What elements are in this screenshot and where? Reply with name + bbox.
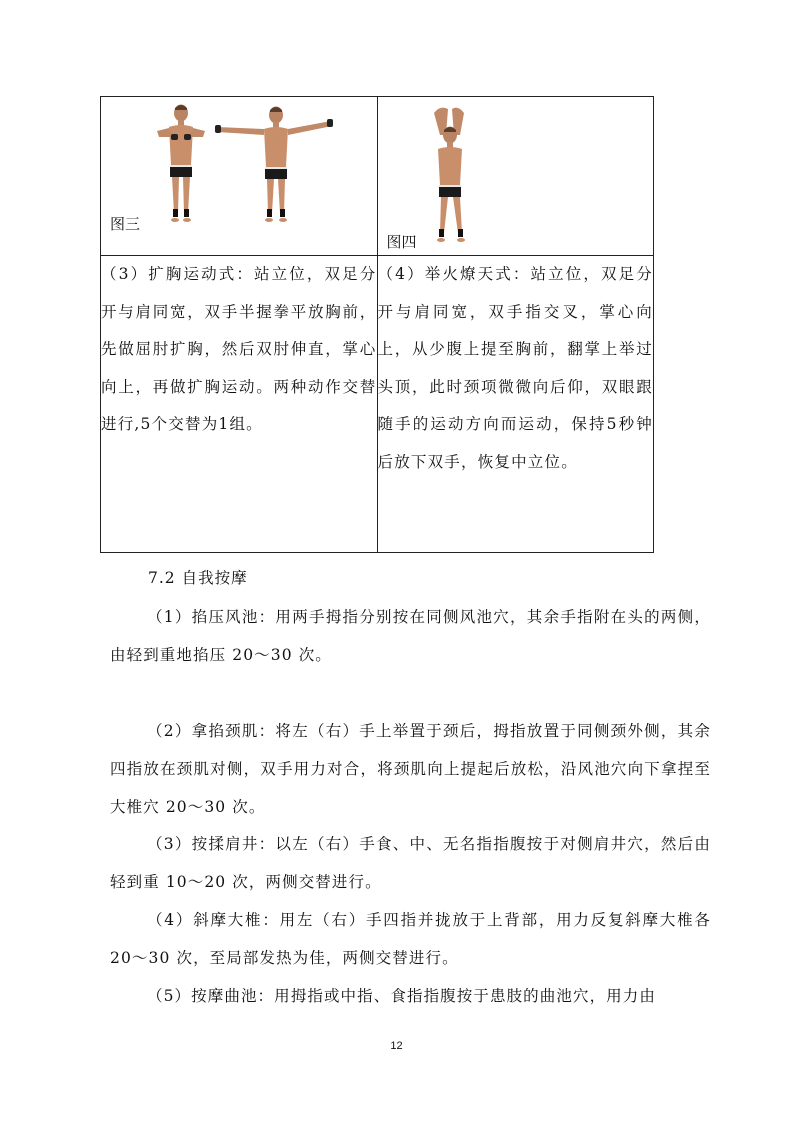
massage-paragraph-5: （5）按摩曲池：用拇指或中指、食指指腹按于患肢的曲池穴，用力由 xyxy=(147,987,656,1005)
massage-paragraph-2: （2）拿掐颈肌：将左（右）手上举置于颈后，拇指放置于同侧颈外侧，其余四指放在颈肌对侧，双手用力对合，将颈肌向上提起后放松，沿风池穴向下拿捏至大椎穴 20～30 次。 xyxy=(110,722,711,816)
massage-paragraph-4: （4）斜摩大椎：用左（右）手四指并拢放于上背部，用力反复斜摩大椎各 20～30 次，至局部发热为佳，两侧交替进行。 xyxy=(110,911,711,967)
exercise3-description: （3）扩胸运动式：站立位，双足分开与肩同宽，双手半握拳平放胸前，先做屈肘扩胸，然后双肘伸直，掌心向上，再做扩胸运动。两种动作交替进行,5个交替为1组。 xyxy=(101,256,378,553)
figure3-man-spread-arms xyxy=(215,107,333,223)
exercise4-description: （4）举火燎天式：站立位，双足分开与肩同宽，双手指交叉，掌心向上，从少腹上提至胸前，翻掌上举过头顶，此时颈项微微向后仰，双眼跟随手的运动方向而运动，保持5秒钟后放下双手，恢复中立位。 xyxy=(377,256,654,553)
figure3-man-bent-arms xyxy=(157,105,205,223)
page-number: 12 xyxy=(390,1040,403,1052)
figure3-illustration xyxy=(145,101,335,227)
figure3-cell xyxy=(101,97,378,256)
massage-paragraph-1: （1）掐压风池：用两手拇指分别按在同侧风池穴，其余手指附在头的两侧，由轻到重地掐压 20～30 次。 xyxy=(110,608,711,664)
figure3-label: 图三 xyxy=(110,215,141,233)
massage-paragraph-3: （3）按揉肩井：以左（右）手食、中、无名指指腹按于对侧肩井穴，然后由轻到重 10～20 次，两侧交替进行。 xyxy=(110,835,711,891)
exercise-table xyxy=(100,96,654,553)
figure4-cell xyxy=(377,97,654,256)
figure4-label: 图四 xyxy=(386,233,417,251)
figure4-illustration xyxy=(426,105,476,245)
section-title: 7.2 自我按摩 xyxy=(148,569,248,587)
